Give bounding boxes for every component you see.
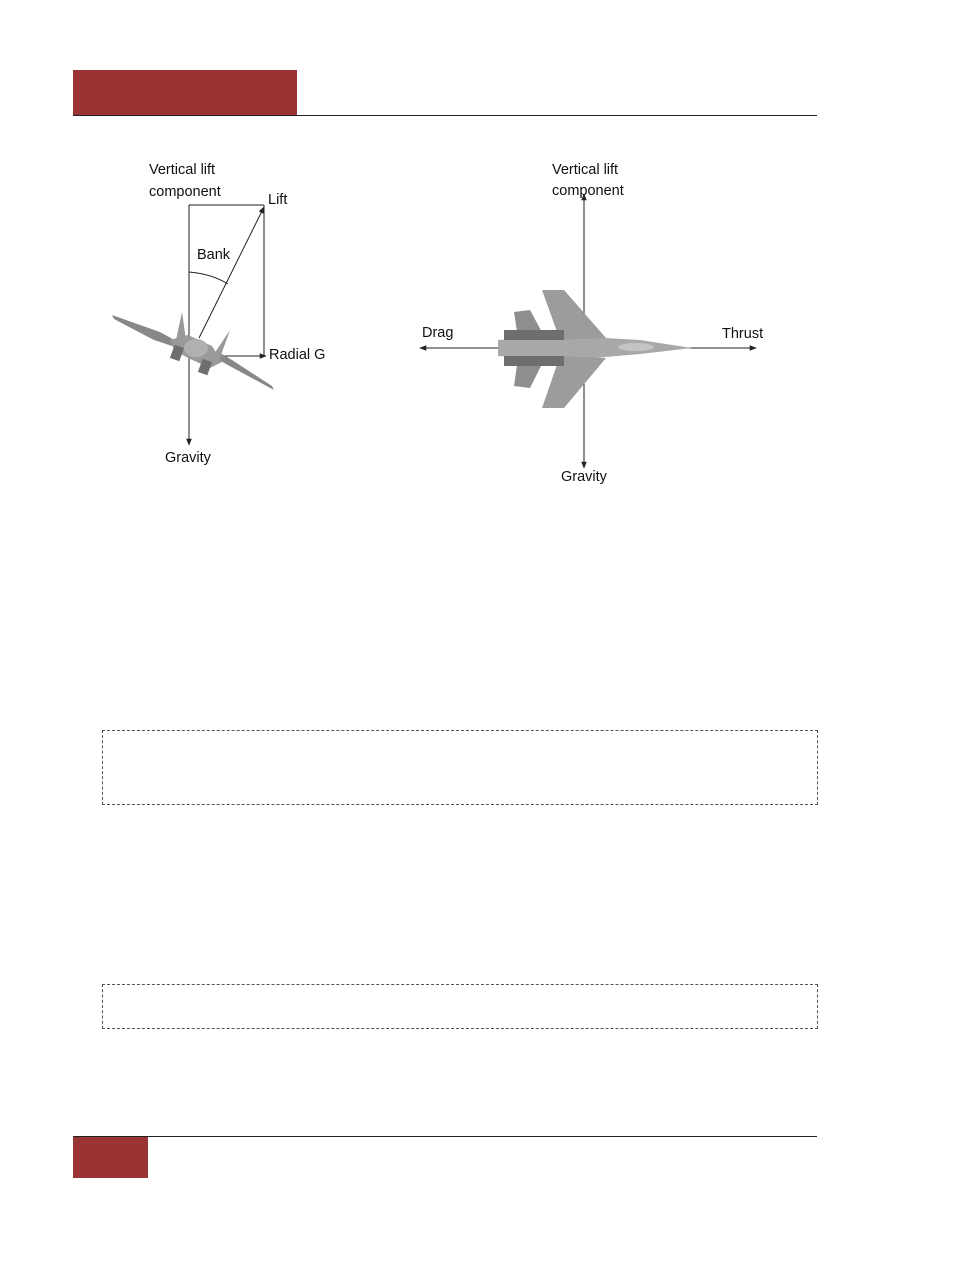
right-vertical-lift-label-line1: Vertical lift [552, 162, 619, 178]
left-vertical-lift-label-line2: component [149, 184, 221, 200]
top-view-aircraft-icon [498, 290, 692, 408]
footer-rule [73, 1136, 817, 1137]
header-rule [73, 115, 817, 116]
note-box [102, 730, 818, 805]
right-gravity-label: Gravity [561, 469, 607, 485]
left-gravity-label: Gravity [165, 450, 211, 466]
thrust-label: Thrust [722, 326, 764, 342]
radial-g-label: Radial G [269, 347, 326, 363]
right-vertical-lift-label-line2: component [552, 183, 624, 199]
note-box [102, 984, 818, 1029]
bank-label: Bank [197, 247, 231, 263]
left-vertical-lift-label-line1: Vertical lift [149, 162, 216, 178]
header-color-block [73, 70, 297, 116]
footer-color-block [73, 1137, 148, 1178]
drag-label: Drag [422, 325, 454, 341]
lift-label: Lift [268, 192, 288, 208]
banked-aircraft-icon [112, 312, 274, 390]
